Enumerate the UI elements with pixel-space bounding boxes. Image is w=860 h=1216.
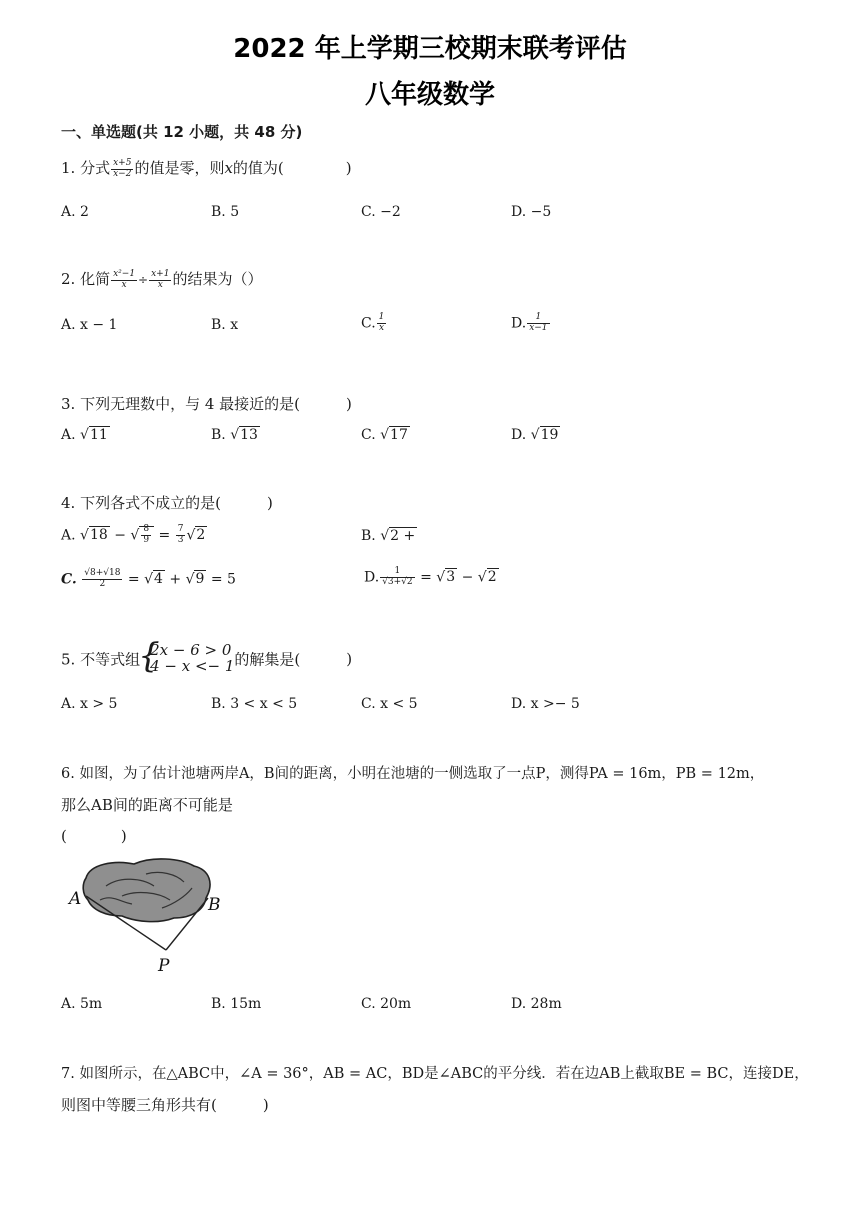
q4-option-b: B. √2 + (361, 528, 416, 544)
pond-figure (62, 852, 242, 977)
q1-fraction: $\frac{x+5}{x-2}$ (113, 157, 132, 179)
q1-prefix: 1. 分式 (61, 159, 111, 177)
label-a: A (69, 889, 82, 909)
section-heading: 一、单选题(共 12 小题，共 48 分) (61, 123, 303, 141)
q4-option-d: D. $\frac{1}{√3+√2}$ = √3 − √2 (364, 566, 497, 587)
q3-option-d: D. √19 (511, 427, 559, 443)
question-3-stem: 3. 下列无理数中，与 4 最接近的是( ) (61, 395, 352, 413)
q3-option-a: A. √11 (61, 427, 108, 443)
question-2-stem: 2. 化简 $\frac{\text{x²−1}}{x}$ ÷ $\frac{x+1}{x}$ 的结果为（） (61, 268, 263, 290)
question-5-stem: 5. 不等式组 { 2x − 6 > 0 4 − x <− 1 的解集是( ) (61, 636, 353, 676)
q2-option-c: C. $\frac{1}{x}$ (361, 312, 385, 333)
q4-option-a: A. √18 − √ $\frac{8}{9}$ = $\frac{7}{3}$ √2 (61, 524, 206, 545)
q5-option-c: C. x < 5 (361, 696, 418, 712)
q6-option-b: B. 15m (211, 996, 262, 1012)
document-subtitle: 八年级数学 (364, 80, 495, 110)
q5-inequality-system: { 2x − 6 > 0 4 − x <− 1 (138, 636, 235, 676)
q3-option-b: B. √13 (211, 427, 258, 443)
question-7-line-1: 7. 如图所示，在△ABC中，∠A = 36°，AB = AC，BD是∠ABC的平分线．若在边AB上截取BE = BC，连接DE， (61, 1066, 809, 1082)
q6-option-c: C. 20m (361, 996, 412, 1012)
q1-option-d: D. −5 (511, 204, 552, 220)
q1-option-c: C. −2 (361, 204, 401, 220)
q3-option-c: C. √17 (361, 427, 408, 443)
label-p: P (158, 956, 170, 976)
q5-option-d: D. x >− 5 (511, 696, 580, 712)
question-6-line-3: ( ) (61, 827, 127, 845)
q6-option-d: D. 28m (511, 996, 562, 1012)
document-title: 2022 年上学期三校期末联考评估 (233, 34, 627, 64)
question-7-line-2: 则图中等腰三角形共有( ) (61, 1096, 269, 1114)
q6-option-a: A. 5m (61, 996, 103, 1012)
q2-option-a: A. x − 1 (61, 317, 118, 333)
q5-option-b: B. 3 < x < 5 (211, 696, 298, 712)
pond-shape (83, 859, 210, 922)
question-6-line-1: 6. 如图，为了估计池塘两岸A，B间的距离，小明在池塘的一侧选取了一点P，测得PA = 16m，PB = 12m， (61, 766, 765, 782)
q2-fraction-2: $\frac{x+1}{x}$ (151, 268, 170, 290)
q5-option-a: A. x > 5 (61, 696, 118, 712)
question-4-stem: 4. 下列各式不成立的是( ) (61, 494, 273, 512)
q2-option-d: D. $\frac{1}{x-1}$ (511, 312, 548, 333)
question-1-stem: 1. 分式 $\frac{x+5}{x-2}$ 的值是零，则x的值为( ) (61, 157, 352, 179)
q1-option-b: B. 5 (211, 204, 240, 220)
q2-option-b: B. x (211, 317, 239, 333)
q1-option-a: A. 2 (61, 204, 89, 220)
q2-fraction-1: $\frac{\text{x²−1}}{x}$ (113, 268, 136, 290)
question-6-line-2: 那么AB间的距离不可能是 (61, 796, 233, 814)
q4-option-c: C. $\frac{√8+√18}{2}$ = √4 + √9 = 5 (61, 568, 236, 589)
label-b: B (208, 895, 221, 915)
